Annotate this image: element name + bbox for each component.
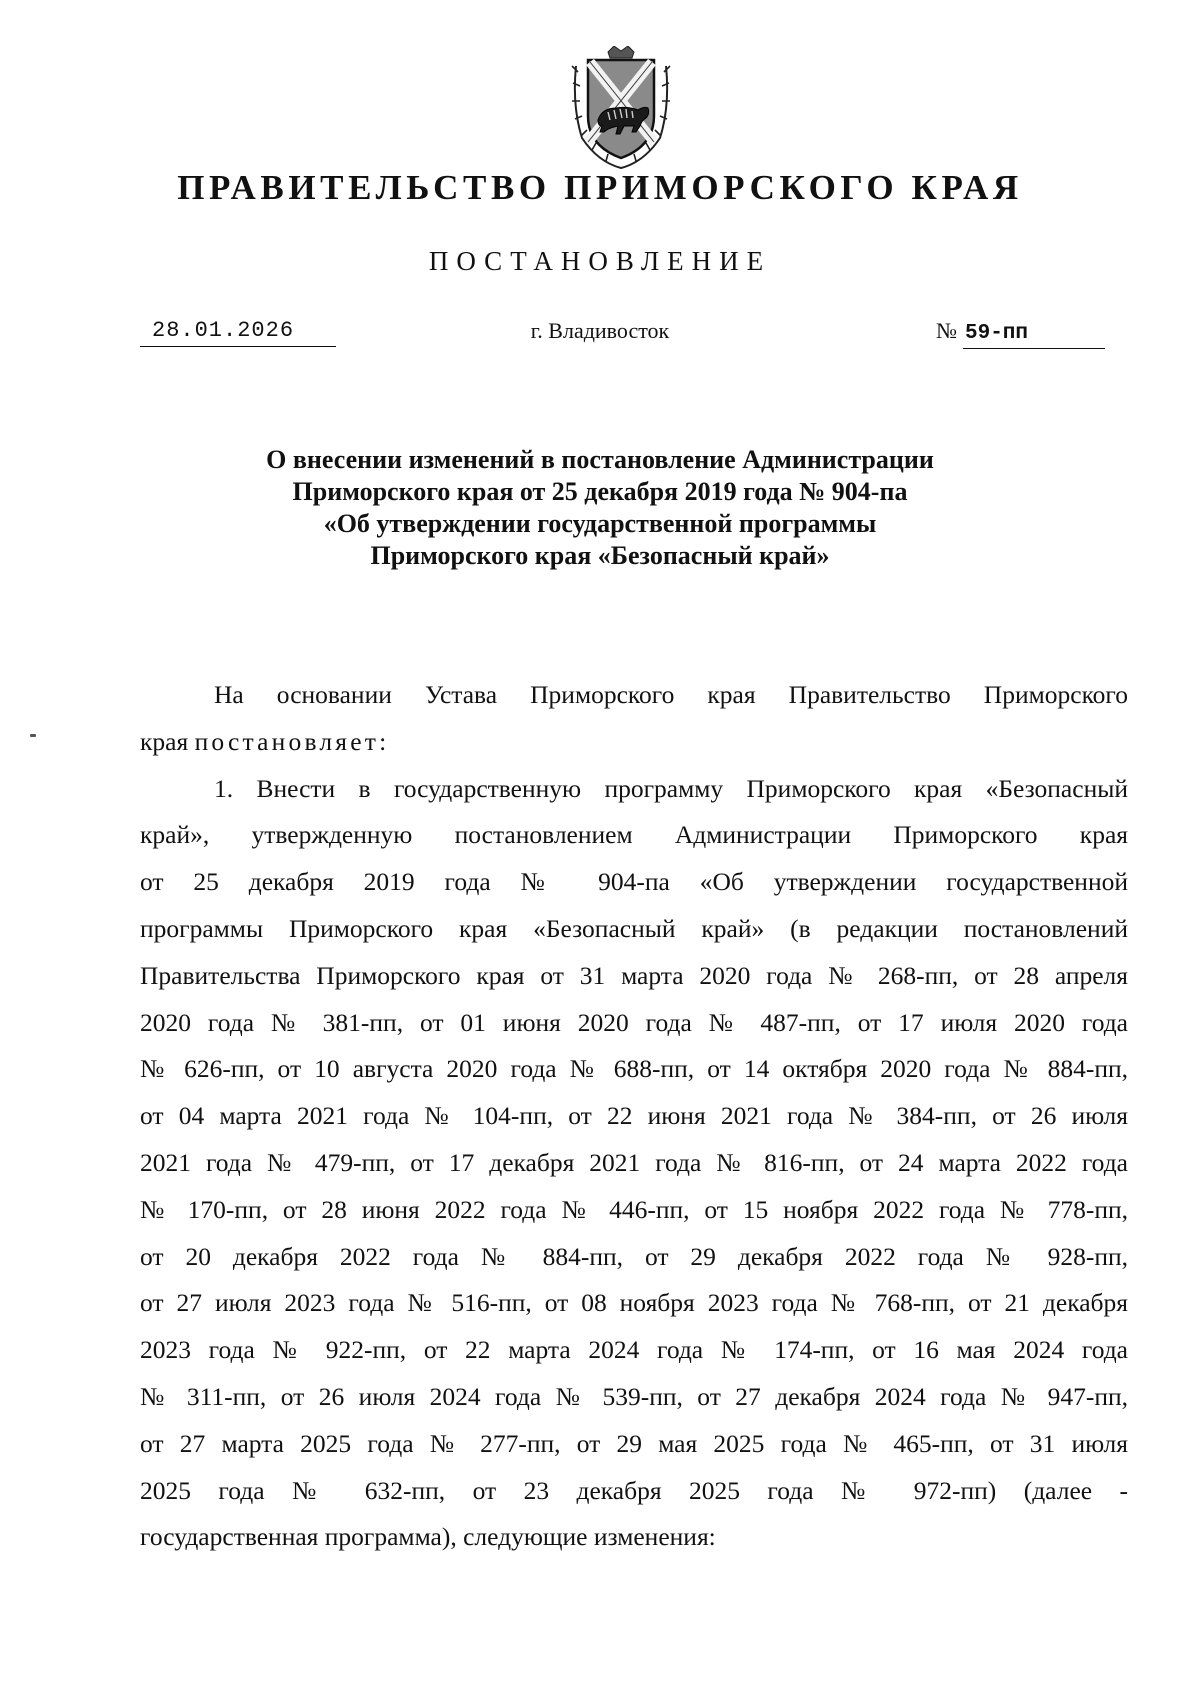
body-line: № 311-пп, от 26 июля 2024 года № 539-пп, от 27 декабря 2024 года № 947-пп, (140, 1381, 1128, 1411)
body-line: от 04 марта 2021 года № 104-пп, от 22 июня 2021 года № 384-пп, от 26 июля (140, 1101, 1128, 1131)
body-line: На основании Устава Приморского края Правительство Приморского (214, 680, 1128, 709)
government-title: ПРАВИТЕЛЬСТВО ПРИМОРСКОГО КРАЯ (177, 168, 1023, 207)
document-meta (0, 316, 1200, 352)
document-number: 59-пп (963, 320, 1105, 349)
body-line: 2021 года № 479-пп, от 17 декабря 2021 года № 816-пп, от 24 марта 2022 года (140, 1147, 1128, 1177)
document-subject (0, 444, 1200, 572)
body-line: программы Приморского края «Безопасный край» (в редакции постановлений (140, 913, 1128, 943)
body-line: от 20 декабря 2022 года № 884-пп, от 29 декабря 2022 года № 928-пп, (140, 1241, 1128, 1271)
body-line: 2020 года № 381-пп, от 01 июня 2020 года № 487-пп, от 17 июля 2020 года (140, 1007, 1128, 1037)
document-number-block (936, 316, 1105, 349)
body-line: 2023 года № 922-пп, от 22 марта 2024 года № 174-пп, от 16 мая 2024 года (140, 1335, 1128, 1365)
subject-line: Приморского края «Безопасный край» (370, 541, 830, 570)
body-word: края (140, 726, 189, 756)
body-line: 2025 года № 632-пп, от 23 декабря 2025 года № 972-пп) (далее - (140, 1475, 1128, 1505)
document-type: ПОСТАНОВЛЕНИЕ (428, 246, 772, 276)
document-date: 28.01.2026 (140, 316, 336, 347)
subject-line: О внесении изменений в постановление Администрации (266, 445, 934, 474)
body-line: № 170-пп, от 28 июня 2022 года № 446-пп, от 15 ноября 2022 года № 778-пп, (140, 1194, 1128, 1224)
document-city: г. Владивосток (530, 318, 670, 343)
subject-line: «Об утверждении государственной программы (323, 509, 877, 538)
body-line: от 27 июля 2023 года № 516-пп, от 08 ноября 2023 года № 768-пп, от 21 декабря (140, 1288, 1128, 1318)
scan-speck (30, 734, 36, 737)
coat-of-arms-tiger-icon (568, 46, 674, 170)
body-line (140, 719, 1128, 766)
body-line: № 626-пп, от 10 августа 2020 года № 688-пп, от 14 октября 2020 года № 884-пп, (140, 1054, 1128, 1084)
subject-line: Приморского края от 25 декабря 2019 года № 904-па (292, 477, 908, 506)
body-word-spaced: постановляет: (194, 726, 390, 756)
body-line: 1. Внести в государственную программу Приморского края «Безопасный (214, 773, 1128, 803)
body-line: от 25 декабря 2019 года № 904-па «Об утверждении государственной (140, 867, 1128, 897)
body-line: государственная программа), следующие изменения: (140, 1522, 716, 1552)
document-body (140, 672, 1128, 1561)
body-line: Правительства Приморского края от 31 марта 2020 года № 268-пп, от 28 апреля (140, 960, 1128, 990)
number-sign: № (936, 318, 957, 343)
body-line: от 27 марта 2025 года № 277-пп, от 29 мая 2025 года № 465-пп, от 31 июля (140, 1428, 1128, 1458)
body-line: край», утвержденную постановлением Администрации Приморского края (140, 820, 1128, 850)
